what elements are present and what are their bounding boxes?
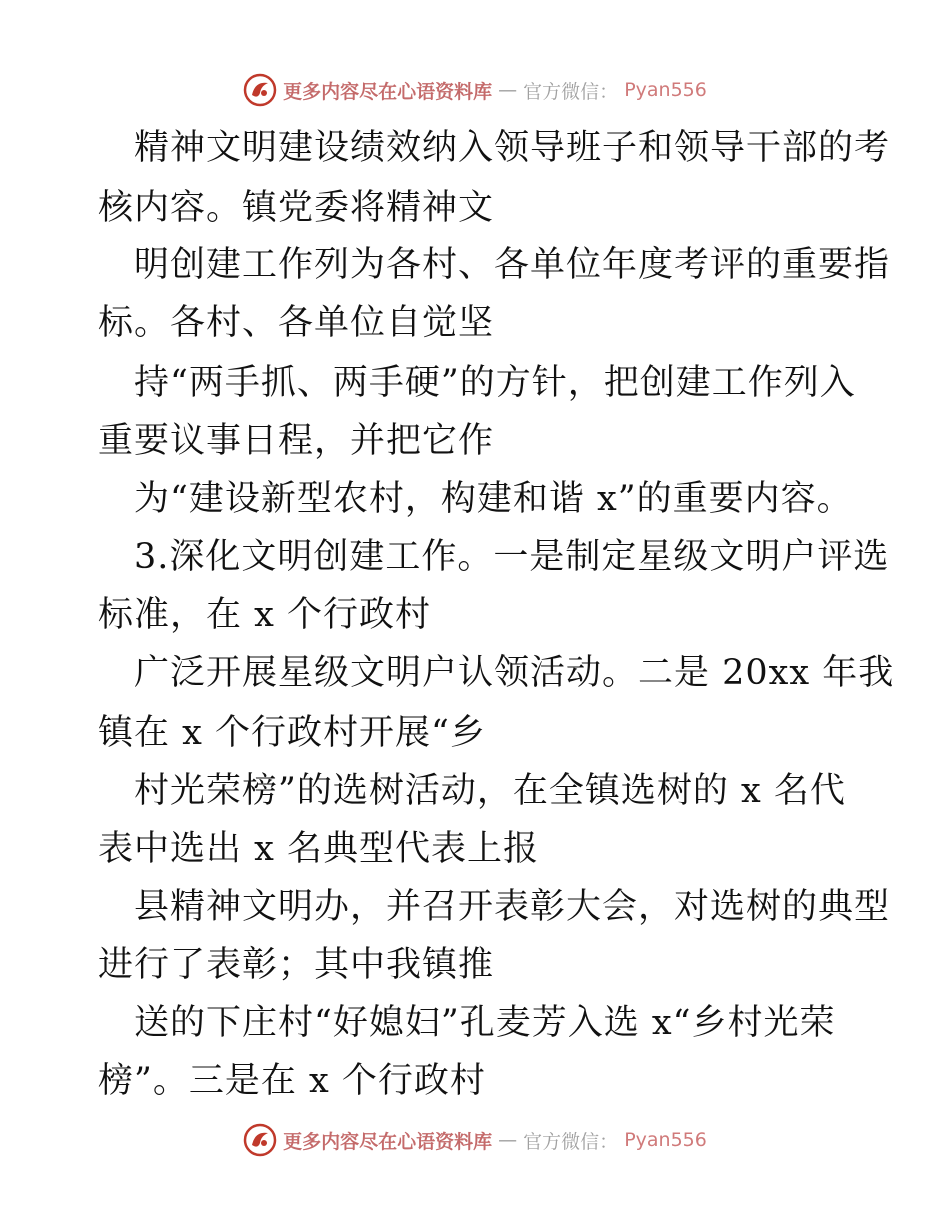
- paragraph-line: 标准，在 x 个行政村: [98, 595, 431, 635]
- watermark-wechat-label: 官方微信：: [523, 1130, 619, 1153]
- paragraph-line: 村光荣榜”的选树活动，在全镇选树的 x 名代: [134, 771, 846, 811]
- watermark-main-text: 更多内容尽在心语资料库: [283, 80, 493, 103]
- paragraph-line: 进行了表彰；其中我镇推: [98, 945, 495, 985]
- watermark-main-text: 更多内容尽在心语资料库: [283, 1130, 493, 1153]
- red-swirl-logo-icon: [243, 1123, 277, 1157]
- paragraph-line: 县精神文明办，并召开表彰大会，对选树的典型: [134, 887, 891, 927]
- paragraph-line: 榜”。三是在 x 个行政村: [98, 1061, 486, 1101]
- paragraph-line: 核内容。镇党委将精神文: [98, 188, 495, 228]
- paragraph-line: 精神文明建设绩效纳入领导班子和领导干部的考: [134, 128, 891, 168]
- footer-watermark: [0, 1122, 950, 1158]
- paragraph-line: 镇在 x 个行政村开展“乡: [98, 713, 486, 753]
- watermark-separator: —: [498, 79, 518, 101]
- paragraph-line: 明创建工作列为各村、各单位年度考评的重要指: [134, 245, 891, 285]
- watermark-separator: —: [498, 1129, 518, 1151]
- paragraph-line: 持“两手抓、两手硬”的方针，把创建工作列入: [134, 363, 856, 403]
- paragraph-line: 标。各村、各单位自觉坚: [98, 303, 495, 343]
- paragraph-line: 为“建设新型农村，构建和谐 x”的重要内容。: [134, 479, 853, 519]
- paragraph-line: 重要议事日程，并把它作: [98, 421, 495, 461]
- paragraph-line: 表中选出 x 名典型代表上报: [98, 829, 539, 869]
- paragraph-line: 3.深化文明创建工作。一是制定星级文明户评选: [134, 537, 890, 577]
- paragraph-line: 送的下庄村“好媳妇”孔麦芳入选 x“乡村光荣: [134, 1003, 836, 1043]
- watermark-wechat-id: Pyan556: [624, 79, 707, 101]
- watermark-wechat-id: Pyan556: [624, 1129, 707, 1151]
- paragraph-line: 广泛开展星级文明户认领活动。二是 20xx 年我: [134, 653, 895, 693]
- watermark-wechat-label: 官方微信：: [523, 80, 619, 103]
